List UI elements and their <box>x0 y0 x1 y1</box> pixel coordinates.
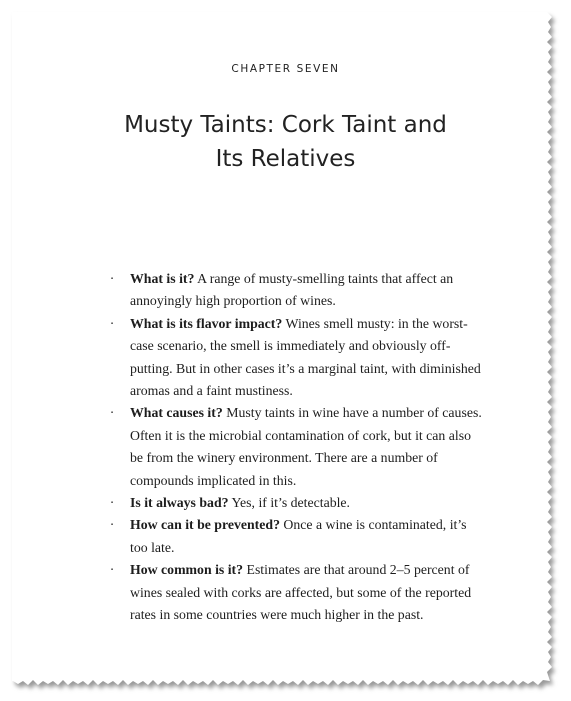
faq-answer: Estimates are that around 2–5 percent of wines sealed with corks are affected, but some of the reported rates in some countries were much higher in the past. <box>130 562 472 623</box>
faq-answer: Musty taints in wine have a number of causes. Often it is the microbial contamination of cork, but it can also be from the winery environment. There are a number of compounds implicated in this. <box>130 405 482 488</box>
faq-item <box>108 559 483 626</box>
bullet-dot: · <box>109 315 115 331</box>
faq-item <box>108 268 483 313</box>
faq-item <box>108 313 483 403</box>
faq-item <box>108 402 483 492</box>
faq-item <box>108 492 483 514</box>
bullet-dot: · <box>109 271 115 286</box>
chapter-title <box>100 108 471 176</box>
bullet-dot: · <box>109 517 115 533</box>
faq-question: What is it? <box>130 271 195 286</box>
faq-question: How common is it? <box>130 562 244 578</box>
title-line-2: Its Relatives <box>215 146 356 172</box>
faq-question: What is its flavor impact? <box>130 315 283 331</box>
faq-question: Is it always bad? <box>130 495 229 511</box>
bullet-dot: · <box>109 495 115 511</box>
faq-answer: A range of musty-smelling taints that affect an annoyingly high proportion of wines. <box>130 271 454 309</box>
faq-list <box>108 268 483 627</box>
chapter-label: CHAPTER SEVEN <box>231 63 340 75</box>
faq-answer: Wines smell musty: in the worst-case scenario, the smell is immediately and obviously off-putting. But in other cases it’s a marginal taint, with diminished aromas and a faint mustiness. <box>130 315 481 399</box>
faq-question: How can it be prevented? <box>130 517 280 533</box>
faq-question: What causes it? <box>130 405 223 421</box>
faq-item <box>108 514 483 559</box>
title-line-1: Musty Taints: Cork Taint and <box>124 112 447 138</box>
faq-answer: Yes, if it’s detectable. <box>228 495 351 511</box>
faq-answer: Once a wine is contaminated, it’s too late. <box>130 517 467 555</box>
bullet-dot: · <box>109 405 115 421</box>
bullet-dot: · <box>109 562 115 578</box>
